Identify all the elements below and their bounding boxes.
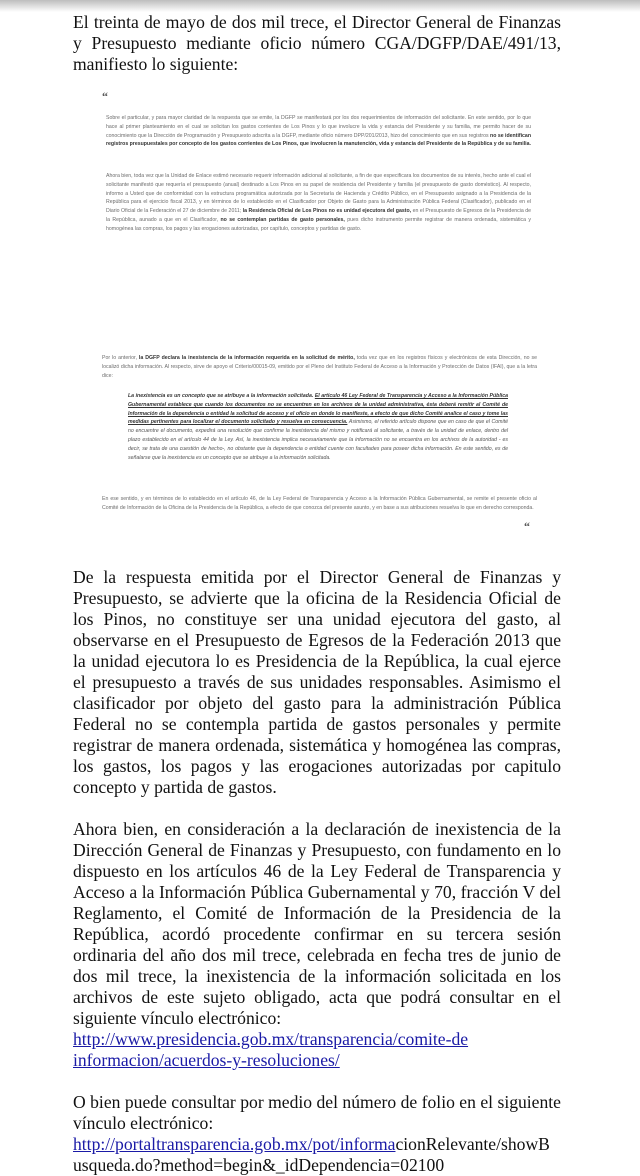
scan-p2-bold-1: la Residencia Oficial de Los Pinos no es unidad ejecutora del gasto, [242, 208, 412, 215]
scan-criterion-rest: Asimismo, el referido artículo dispone que en caso de que el Comité no encuentre el documento, expedirá una resolución que confirme la inexistencia del mismo y notificará al solicitante, a través de la unidad de enlace, dentro del plazo establecido en el artículo 44 de la Ley. Así, la inexistencia implica necesariamente que la información no se encuentra en los archivos de la autoridad - es decir, se trata de una cuestión de hecho-, no obstante que la dependencia o entidad cuente con facultades para poseer dicha información. En este sentido, es de señalarse que la inexistencia es un concepto que se atribuye a la información solicitada. [128, 419, 508, 461]
scan-paragraph-1 [106, 114, 531, 149]
paragraph-folio-consult: O bien puede consultar por medio del número de folio en el siguiente vínculo electrónico: [73, 1092, 561, 1133]
link-presidencia-line-2[interactable]: informacion/acuerdos-y-resoluciones/ [73, 1050, 340, 1070]
close-quote: “ [524, 519, 530, 533]
scan-p3-text-a: Por lo anterior, [102, 355, 139, 361]
open-quote: “ [102, 89, 108, 103]
link-portal-linked-part[interactable]: http://portaltransparencia.gob.mx/pot/informa [73, 1134, 396, 1154]
scan-criterion-quote [128, 392, 508, 462]
scan-p2-text-a: Ahora bien, toda vez que la Unidad de Enlace estimó necesario requerir información adicional al solicitante, a fin de que especificara los documentos de su interés, hecho ante el cual el solicitante manifestó que requería el presupuesto (anual) destinado a Los Pinos en su papel de residencia del Presidente y familia (el presupuesto de gasto doméstico). Al respecto, informo a Usted que de conformidad con la estructura programática autorizada por la Secretaría de Hacienda y Crédito Público, en el Presupuesto asignado a la Presidencia de la República para el ejercicio fiscal 2013, y en términos de lo establecido en el Clasificador por Objeto de Gasto para la Administración Pública Federal (Clasificador), publicado en el Diario Oficial de la Federación el 27 de diciembre de 2011; [106, 173, 531, 215]
scan-p3-text-b: toda vez que en los registros físicos y electrónicos de esta Dirección, no se localizó dicha información. Al respecto, sirve de apoyo el Criterio/00015-09, emitido por el Pleno del Instituto Federal de Acceso a la Información y Protección de Datos (IFAI), que a la letra dice: [102, 355, 538, 379]
document-body [73, 567, 561, 1176]
scan-p2-text-b: en el Presupuesto de Egresos de la Presidencia de la República, aunado a que en el Clasificador, [106, 208, 531, 223]
paragraph-committee-confirmation: Ahora bien, en consideración a la declaración de inexistencia de la Dirección General de Finanzas y Presupuesto, con fundamento en lo dispuesto en los artículos 46 de la Ley Federal de Transparencia y Acceso a la Información Pública Gubernamental y 70, fracción V del Reglamento, el Comité de Información de la Presidencia de la República, acordó procedente confirmar en su tercera sesión ordinaria del año dos mil trece, celebrada en fecha tres de junio de dos mil trece, la inexistencia de la información solicitada en los archivos de este sujeto obligado, acta que podrá consultar en el siguiente vínculo electrónico: [73, 819, 561, 1028]
link-presidencia-line-1[interactable]: http://www.presidencia.gob.mx/transparencia/comite-de [73, 1029, 469, 1049]
link-portal-plain-part: cionRelevante/showB [395, 1134, 550, 1154]
scan-criterion-underlined: El artículo 46 Ley Federal de Transparencia y Acceso a la Información Pública Gubernamental establece que cuando los documentos no se encuentren en los archivos de la unidad administrativa, ésta deberá remitir al Comité de Información de la dependencia o entidad la solicitud de acceso y el oficio en donde lo manifieste, a efecto de que dicho Comité analice el caso y tome las medidas pertinentes para localizar el documento solicitado y resuelva en consecuencia. [128, 393, 508, 426]
scan-p1-bold: no se identifican registros presupuestales por concepto de los gastos corrientes de Los Pinos, que involucren la manutención, vida y estancia del Presidente de la República y de su familia. [106, 132, 531, 148]
scan-p2-text-c: pues dicho instrumento permite registrar de manera ordenada, sistemática y homogénea las compras, los pagos y las erogaciones autorizadas, por capítulo, conceptos y partidas de gasto. [106, 216, 531, 232]
scan-paragraph-2 [106, 172, 531, 234]
scanned-excerpt [96, 89, 544, 542]
intro-paragraph: El treinta de mayo de dos mil trece, el Director General de Finanzas y Presupuesto mediante oficio número CGA/DGFP/DAE/491/13, manifiesto lo siguiente: [73, 12, 561, 74]
spacer [73, 798, 561, 819]
spacer [73, 1071, 561, 1092]
paragraph-response-analysis: De la respuesta emitida por el Director General de Finanzas y Presupuesto, se advierte que la oficina de la Residencia Oficial de los Pinos, no constituye ser una unidad ejecutora del gasto, al observarse en el Presupuesto de Egresos de la Federación 2013 que la unidad ejecutora lo es Presidencia de la República, la cual ejerce el presupuesto a través de sus unidades responsables. Asimismo el clasificador por objeto del gasto para la administración Pública Federal no se contempla partida de gastos personales y permite registrar de manera ordenada, sistemática y homogénea las compras, los gastos, los pagos y las erogaciones autorizadas por capitulo concepto y partida de gastos. [73, 567, 561, 797]
link-portal-line-2: usqueda.do?method=begin&_idDependencia=02100 [73, 1155, 445, 1175]
link-presidencia-block [73, 1029, 561, 1071]
top-shadow [0, 0, 640, 12]
scan-paragraph-3 [102, 354, 537, 380]
scan-paragraph-4: En ese sentido, y en términos de lo establecido en el artículo 46, de la Ley Federal de Transparencia y Acceso a la Información Pública Gubernamental, se remite el presente oficio al Comité de Información de la Oficina de la Presidencia de la República, a efecto de que conozca del presente asunto, y en base a sus atribuciones resuelva lo que en derecho corresponda. [102, 496, 537, 511]
link-portal-block [73, 1134, 561, 1176]
scan-criterion-lead: La inexistencia es un concepto que se atribuye a la información solicitada. [128, 393, 314, 399]
scan-p2-bold-2: no se contemplan partidas de gasto personales, [220, 216, 345, 223]
document-page [73, 12, 561, 75]
scan-p3-bold: la DGFP declara la inexistencia de la información requerida en la solicitud de mérito, [138, 355, 355, 361]
scan-p1-text: Sobre el particular, y para mayor claridad de la respuesta que se emite, la DGFP se manifestará por los dos requerimientos de información del solicitante. En este sentido, por lo que hace al primer planteamiento en el cual se solicitan los gastos corrientes de Los Pinos y lo que involucre la vida y estancia del Presidente y su familia, me permito hacer de su conocimiento que la Dirección de Programación y Presupuesto adscrita a la DGFP, mediante oficio número DPP/201/2013, hizo del conocimiento que en sus registros [106, 115, 531, 139]
